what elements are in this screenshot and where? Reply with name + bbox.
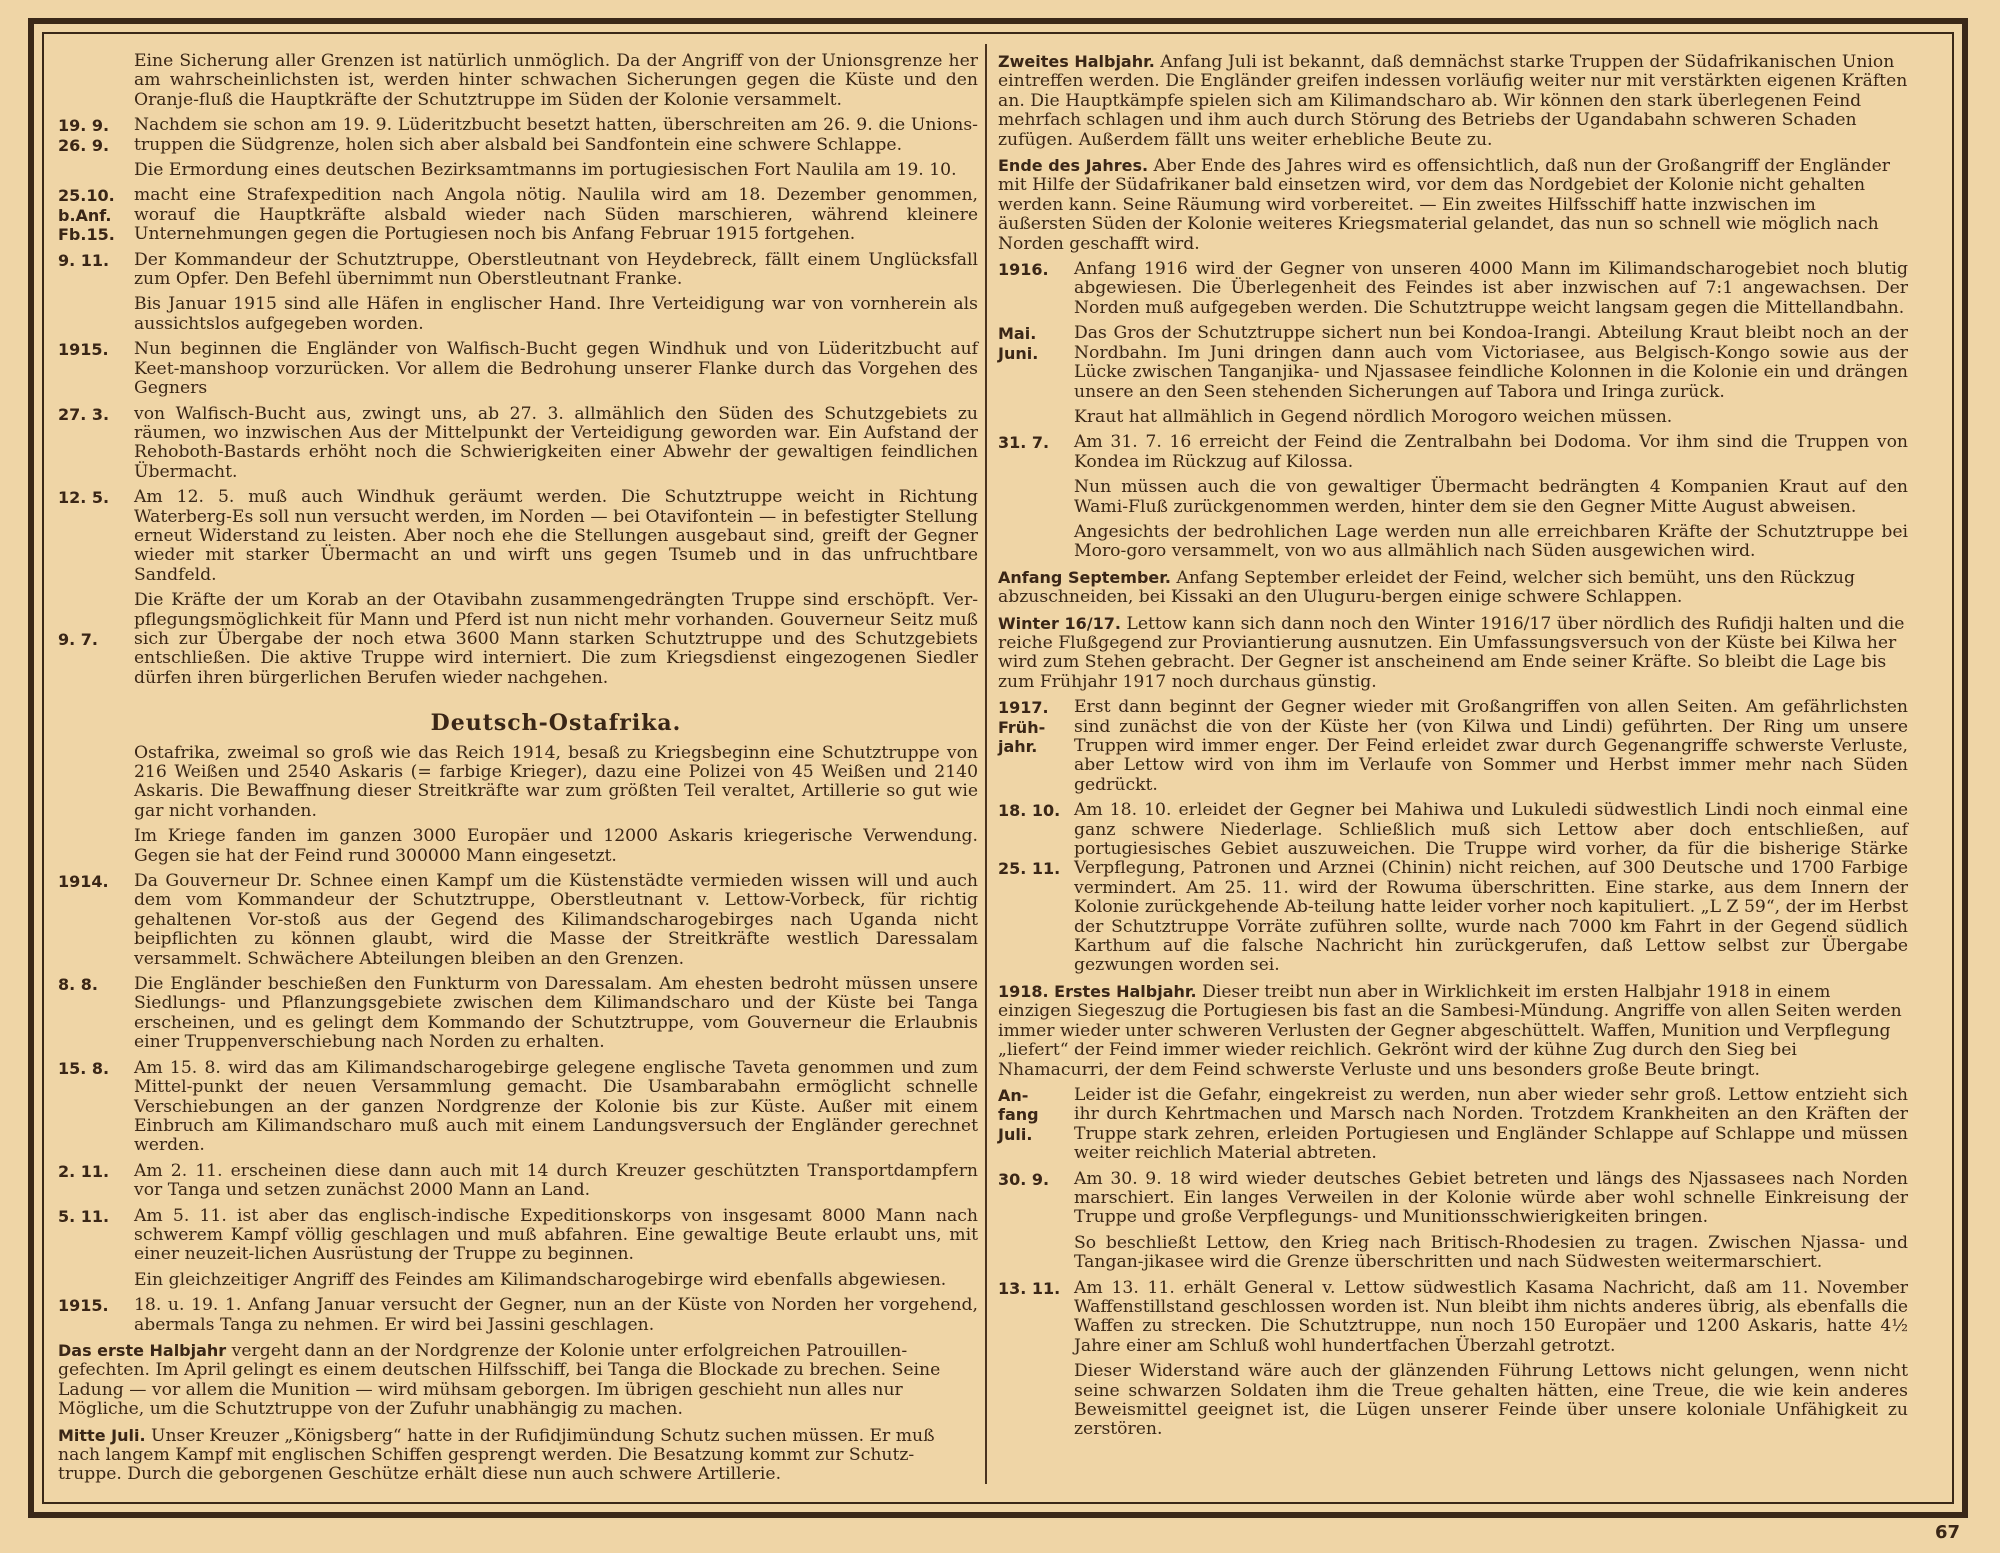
entry-date: 1915.: [58, 340, 109, 360]
entry-row: [58, 1162, 978, 1201]
entry-row: [58, 591, 978, 688]
entry-text: Die Engländer beschießen den Funkturm von Daressalam. Am ehesten bedroht müssen unsere Siedlungs- und Pflanzungsgebiete zwischen dem Kilimandscharo und der Küste bei Tanga erscheinen, und es gelingt dem Kommando der Schutztruppe, vom Gouverneur die Erlaubnis einer Truppenverschiebung nach Norden zu erhalten.: [134, 974, 978, 1053]
entry-text: Am 5. 11. ist aber das englisch-indische Expeditionskorps von insgesamt 8000 Mann nach schwerem Kampf völlig geschlagen und muß abfahren. Eine gewaltige Beute erlaubt uns, mit einer neuzeit-lichen Ausrüstung der Truppe zu beginnen.: [134, 1205, 978, 1265]
entry-text: Lettow kann sich dann noch den Winter 1916/17 über nördlich des Rufidji halten und die reiche Flußgegend zur Proviantierung ausnutzen. Ein Umfassungsversuch von der Küste bei Kilwa her wird zum Stehen gebracht. Der Gegner ist anscheinend am Ende seiner Kräfte. So bleibt die Lage bis zum Frühjahr 1917 noch durchaus günstig.: [998, 613, 1905, 692]
entry-text: Die Ermordung eines deutschen Bezirksamtmanns im portugiesischen Fort Naulila am 19. 10.: [134, 160, 957, 181]
entry-text: Der Kommandeur der Schutztruppe, Oberstleutnant von Heydebreck, fällt einem Unglücksfall zum Opfer. Den Befehl übernimmt nun Oberstleutnant Franke.: [134, 249, 978, 290]
page-number: 67: [1934, 1522, 1960, 1543]
entry-row: [58, 116, 978, 155]
entry-text: Dieser Widerstand wäre auch der glänzenden Führung Lettows nicht gelungen, wenn nicht seine schwarzen Soldaten ihm die Treue gehalten hätten, eine Treue, die wie kein anderes Beweismittel geeignet ist, die Lügen unserer Feinde über unsere koloniale Unfähigkeit zu zerstören.: [1074, 1361, 1908, 1440]
entry-row: [58, 161, 978, 180]
entry-row: [998, 614, 1908, 693]
entry-date: 8. 8.: [58, 975, 98, 995]
entry-row: [998, 1279, 1908, 1357]
entry-date: [58, 161, 134, 180]
column-divider: [985, 44, 987, 1484]
entry-date: 15. 8.: [58, 1058, 110, 1078]
entry-text: Bis Januar 1915 sind alle Häfen in englischer Hand. Ihre Verteidigung war von vornherein als aussichtslos aufgegeben worden.: [134, 294, 978, 334]
entry-date: 27. 3.: [58, 404, 110, 424]
entry-text: Am 12. 5. muß auch Windhuk geräumt werden. Die Schutztruppe weicht in Richtung Waterberg-Es soll nun versucht werden, im Norden — bei Otavifontein — in befestigter Stellung erneut Widerstand zu leisten. Aber noch ehe die Stellungen ausgebaut sind, greift der Gegner wieder mit starker Übermacht an und wirft uns gegen Tsumeb und in das unfruchtbare Sandfeld.: [134, 487, 978, 585]
entry-row: [998, 1234, 1908, 1273]
entry-text: Da Gouverneur Dr. Schnee einen Kampf um die Küstenstädte vermieden wissen will und auch dem vom Kommandeur der Schutztruppe, Oberstleutnant v. Lettow-Vorbeck, für richtig gehaltenen Vor-stoß aus der Gegend des Kilimandscharogebirges nach Uganda nicht beipflichten zu können glaubt, wird die Masse der Streitkräfte westlich Daressalam versammelt. Schwächere Abteilungen bleiben an den Grenzen.: [134, 871, 978, 969]
entry-date: 18. 10. 25. 11.: [998, 801, 1061, 879]
entry-row: [58, 295, 978, 334]
section-title: Deutsch-Ostafrika.: [430, 710, 682, 737]
entry-row: [58, 1059, 978, 1156]
entry-text: Am 30. 9. 18 wird wieder deutsches Gebiet betreten und längs des Njassasees nach Norden marschiert. Ein langes Verweilen in der Kolonie würde aber wohl schnelle Einkreisung der Truppe und große Verpflegungs- und Munitionsschwierigkeiten bringen.: [1074, 1168, 1908, 1228]
entry-row: [998, 1170, 1908, 1228]
entry-lead-label: Zweites Halbjahr.: [998, 52, 1155, 71]
entry-text: So beschließt Lettow, den Krieg nach Britisch-Rhodesien zu tragen. Zwischen Njassa- und Tangan-jikasee wird die Grenze überschritten und nach Südwesten weitermarschiert.: [1074, 1232, 1908, 1273]
entry-text: vergeht dann an der Nordgrenze der Kolonie unter erfolgreichen Patrouillen-gefechten. Im April gelingt es einem deutschen Hilfsschiff, bei Tanga die Blockade zu brechen. Seine Ladung — vor allem die Munition — wird mühsam geborgen. Im übrigen geschieht nun alles nur Mögliche, um die Schutztruppe von der Zufuhr unabhängig zu machen.: [58, 1340, 941, 1420]
entry-text: Am 2. 11. erscheinen diese dann auch mit 14 durch Kreuzer geschützten Transportdampfern vor Tanga und setzen zunächst 2000 Mann an Land.: [134, 1160, 978, 1201]
entry-row: [58, 1207, 978, 1265]
entry-row: [998, 260, 1908, 318]
entry-date: [998, 523, 1074, 562]
entry-date: [998, 1234, 1074, 1273]
entry-date: 9. 11.: [58, 250, 110, 270]
entry-date: [998, 408, 1074, 427]
entry-date: An- fang Juli.: [998, 1085, 1039, 1144]
entry-text: Die Kräfte der um Korab an der Otavibahn zusammengedrängten Truppe sind erschöpft. Ver-pflegungsmöglichkeit für Mann und Pferd ist nun nicht mehr vorhanden. Gouverneur Seitz muß sich zur Übergabe der noch etwa 3600 Mann starken Schutztruppe und des Schutzgebiets entschließen. Die aktive Truppe wird interniert. Die zum Kriegsdienst eingezogenen Siedler dürfen ihren bürgerlichen Berufen wieder nachgehen.: [134, 590, 978, 688]
entry-text: Am 13. 11. erhält General v. Lettow südwestlich Kasama Nachricht, daß am 11. November Waffenstillstand geschlossen worden ist. Nun bleibt ihm nichts anderes übrig, als ebenfalls die Waffen zu strecken. Die Schutztruppe, nun noch 150 Europäer und 1200 Askaris, hatte 4½ Jahre einer am Schluß wohl hundertfachen Überzahl getrotzt.: [1074, 1277, 1908, 1356]
entry-text: Erst dann beginnt der Gegner wieder mit Großangriffen von allen Seiten. Am gefährlichsten sind zunächst die von der Küste her (von Kilwa und Lindi) geführten. Der Ring um unsere Truppen wird immer enger. Der Feind erleidet zwar durch Gegenangriffe schwerste Verluste, aber Lettow wird von ihm im Verlaufe von Sommer und Herbst immer mehr nach Süden gedrückt.: [1074, 697, 1908, 795]
left-column: [58, 52, 978, 1491]
entry-row: [58, 872, 978, 969]
entry-text: Angesichts der bedrohlichen Lage werden nun alle erreichbaren Kräfte der Schutztruppe bei Moro-goro versammelt, von wo aus allmählich nach Süden ausgewichen wird.: [1074, 521, 1908, 562]
entry-date: 19. 9. 26. 9.: [58, 116, 110, 155]
entry-date: 2. 11.: [58, 1161, 110, 1181]
entry-text: Das Gros der Schutztruppe sichert nun bei Kondoa-Irangi. Abteilung Kraut bleibt noch an der Nordbahn. Im Juni dringen dann auch vom Victoriasee, aus Belgisch-Kongo sowie aus der Lücke zwischen Tanganjika- und Njassasee feindliche Kolonnen in die Kolonie ein und drängen unsere an den Seen stehenden Sicherungen auf Tabora und Iringa zurück.: [1074, 323, 1908, 402]
entry-text: Kraut hat allmählich in Gegend nördlich Morogoro weichen müssen.: [1074, 406, 1673, 427]
entry-row: [58, 975, 978, 1053]
entry-date: 1916.: [998, 260, 1049, 280]
entry-date: 1917. Früh- jahr.: [998, 698, 1049, 756]
entry-date: [998, 478, 1074, 517]
entry-text: Am 18. 10. erleidet der Gegner bei Mahiwa und Lukuledi südwestlich Lindi noch einmal eine ganz schwere Niederlage. Schließlich muß sich Lettow aber doch entschließen, auf portugiesisches Gebiet auszuweichen. Die Truppe wird vorher, da für die bisherige Stärke Verpflegung, Patronen und Arznei (Chinin) nicht reichen, auf 300 Deutsche und 1700 Farbige vermindert. Am 25. 11. wird der Rowuma überschritten. Eine starke, aus dem Innern der Kolonie zurückgehende Ab-teilung hatte leider vorher noch kapituliert. „L Z 59“, der im Herbst der Schutztruppe Vorräte zuführen sollte, wurde nach 7000 km Fahrt in der Gegend südlich Karthum auf die falsche Nachricht hin zurückgerufen, daß Lettow selbst zur Übergabe gezwungen worden sei.: [1074, 800, 1908, 976]
entry-row: [58, 1341, 978, 1420]
entry-row: [998, 433, 1908, 472]
entry-row: [998, 52, 1908, 150]
entry-text: Ein gleichzeitiger Angriff des Feindes am Kilimandscharogebirge wird ebenfalls abgewiesen.: [134, 1269, 947, 1290]
entry-date: [998, 1362, 1074, 1440]
entry-row: [998, 568, 1908, 608]
entry-text: Nun müssen auch die von gewaltiger Übermacht bedrängten 4 Kompanien Kraut auf den Wami-Fluß zurückgenommen werden, hinter dem sie den Gegner Mitte August abweisen.: [1074, 477, 1908, 517]
entry-date: 9. 7.: [58, 629, 98, 649]
entry-lead-label: Winter 16/17.: [998, 613, 1121, 633]
entry-row: [998, 523, 1908, 562]
entry-date: 1915.: [58, 1296, 109, 1316]
entry-date: Mai. Juni.: [998, 324, 1039, 363]
left-intro: Eine Sicherung aller Grenzen ist natürlich unmöglich. Da der Angriff von der Unionsgrenze her am wahrscheinlichsten ist, werden hinter schwachen Sicherungen gegen die Küste und den Oranje-fluß die Hauptkräfte der Schutztruppe im Süden der Kolonie versammelt.: [134, 51, 978, 110]
entry-date: 1914.: [58, 872, 109, 892]
entry-row: [998, 1086, 1908, 1164]
right-column: [998, 52, 1908, 1446]
entry-row: [58, 340, 978, 398]
entry-text: Nachdem sie schon am 19. 9. Lüderitzbucht besetzt hatten, überschreiten am 26. 9. die Unions-truppen die Südgrenze, holen sich aber alsbald bei Sandfontein eine schwere Schlappe.: [134, 115, 978, 155]
entry-text: Unser Kreuzer „Königsberg“ hatte in der Rufidjimündung Schutz suchen müssen. Er muß nach langem Kampf mit englischen Schiffen gesprengt werden. Die Besatzung kommt zur Schutz-truppe. Durch die geborgenen Geschütze erhält diese nun auch schwere Artillerie.: [58, 1425, 935, 1485]
entry-date: 13. 11.: [998, 1278, 1061, 1298]
entry-lead-label: Ende des Jahres.: [998, 156, 1149, 176]
entry-row: [58, 488, 978, 585]
entry-date: 12. 5.: [58, 488, 110, 508]
entry-row: [58, 1426, 978, 1485]
ostafrika-intro: Im Kriege fanden im ganzen 3000 Europäer und 12000 Askaris kriegerische Verwendung. Gegen sie hat der Feind rund 300000 Mann eingesetzt.: [134, 826, 978, 866]
entry-date: 30. 9.: [998, 1169, 1050, 1189]
entry-date: 31. 7.: [998, 433, 1050, 453]
entry-row: [58, 405, 978, 483]
entry-row: [998, 156, 1908, 254]
entry-lead-label: Das erste Halbjahr: [58, 1340, 227, 1360]
entry-lead-label: 1918. Erstes Halbjahr.: [998, 981, 1197, 1001]
entry-row: [998, 698, 1908, 795]
entry-row: [998, 1362, 1908, 1440]
entry-text: Leider ist die Gefahr, eingekreist zu werden, nun aber wieder sehr groß. Lettow entzieht sich ihr durch Kehrtmachen und Marsch nach Norden. Trotzdem Krankheiten an den Kräften der Truppe stark zehren, erleiden Portugiesen und Engländer Schlappe auf Schlappe und müssen weiter reichlich Material abtreten.: [1074, 1084, 1908, 1164]
entry-text: Aber Ende des Jahres wird es offensichtlich, daß nun der Großangriff der Engländer mit Hilfe der Südafrikaner bald einsetzen wird, vor dem das Nordgebiet der Kolonie nicht gehalten werden kann. Seine Räumung wird vorbereitet. — Ein zweites Hilfsschiff hatte inzwischen im äußersten Süden der Kolonie weiteres Kriegsmaterial gelandet, das nun so schnell wie möglich nach Norden geschafft wird.: [998, 156, 1890, 254]
entry-text: Am 15. 8. wird das am Kilimandscharogebirge gelegene englische Taveta genommen und zum Mittel-punkt der neuen Versammlung gemacht. Die Usambarabahn ermöglicht schnelle Verschiebungen an der ganzen Nordgrenze der Kolonie bis zur Küste. Außer mit einem Einbruch am Kilimandscharo muß auch mit einem Landungsversuch der Engländer gerechnet werden.: [134, 1057, 978, 1156]
entry-lead-label: Mitte Juli.: [58, 1425, 146, 1445]
entry-row: [58, 251, 978, 290]
entry-row: [998, 408, 1908, 427]
entry-text: Anfang 1916 wird der Gegner von unseren 4000 Mann im Kilimandscharogebiet noch blutig abgewiesen. Die Überlegenheit des Feindes ist aber inzwischen auf 7:1 angewachsen. Der Norden muß aufgegeben werden. Die Schutztruppe weicht langsam gegen die Mittellandbahn.: [1074, 259, 1908, 318]
entry-text: von Walfisch-Bucht aus, zwingt uns, ab 27. 3. allmählich den Süden des Schutzgebiets zu räumen, wo inzwischen Aus der Mittelpunkt der Verteidigung geworden war. Ein Aufstand der Rehoboth-Bastards erhöht noch die Schwierigkeiten einer Abwehr der gewaltigen feindlichen Übermacht.: [134, 403, 978, 482]
entry-lead-label: Anfang September.: [998, 567, 1171, 587]
entry-date: 5. 11.: [58, 1206, 110, 1226]
entry-date: [58, 295, 134, 334]
entry-date: [58, 1271, 134, 1290]
entry-text: Am 31. 7. 16 erreicht der Feind die Zentralbahn bei Dodoma. Vor ihm sind die Truppen von Kondea im Rückzug auf Kilossa.: [1074, 432, 1908, 472]
entry-row: [998, 982, 1908, 1080]
entry-date: 25.10. b.Anf. Fb.15.: [58, 186, 115, 245]
entry-row: [58, 1271, 978, 1290]
entry-row: [58, 186, 978, 244]
entry-text: Anfang Juli ist bekannt, daß demnächst starke Truppen der Südafrikanischen Union eintreffen werden. Die Engländer greifen indessen vorläufig weiter nur mit verstärkten eigenen Kräften an. Die Hauptkämpfe spielen sich am Kilimandscharo ab. Wir können den stark überlegenen Feind mehrfach schlagen und ihm auch durch Störung des Betriebs der Ugandabahn schweren Schaden zufügen. Außerdem fällt uns weiter erhebliche Beute zu.: [998, 52, 1908, 150]
entry-text: Anfang September erleidet der Feind, welcher sich bemüht, uns den Rückzug abzuschneiden, bei Kissaki an den Uluguru-bergen einige schwere Schlappen.: [998, 567, 1855, 608]
entry-text: 18. u. 19. 1. Anfang Januar versucht der Gegner, nun an der Küste von Norden her vorgehend, abermals Tanga zu nehmen. Er wird bei Jassini geschlagen.: [134, 1295, 978, 1335]
entry-row: [998, 324, 1908, 402]
entry-row: [998, 801, 1908, 976]
ostafrika-intro: Ostafrika, zweimal so groß wie das Reich 1914, besaß zu Kriegsbeginn eine Schutztruppe von 216 Weißen und 2540 Askaris (= farbige Krieger), dazu eine Polizei von 45 Weißen und 2140 Askaris. Die Bewaffnung dieser Streitkräfte war zum größten Teil veraltet, Artillerie so gut wie gar nicht vorhanden.: [134, 742, 978, 821]
entry-text: Dieser treibt nun aber in Wirklichkeit im ersten Halbjahr 1918 in einem einzigen Siegeszug die Portugiesen bis fast an die Sambesi-Mündung. Angriffe von allen Seiten werden immer wieder unter schweren Verlusten der Gegner abgeschüttelt. Waffen, Munition und Verpflegung „liefert“ der Feind immer wieder reichlich. Gekrönt wird der kühne Zug durch den Sieg bei Nhamacurri, der dem Feind schwerste Verluste und uns besonders große Beute bringt.: [998, 981, 1902, 1080]
entry-text: Nun beginnen die Engländer von Walfisch-Bucht gegen Windhuk und von Lüderitzbucht auf Keet-manshoop vorzurücken. Vor allem die Bedrohung unserer Flanke durch das Vorgehen des Gegners: [134, 339, 978, 399]
entry-text: macht eine Strafexpedition nach Angola nötig. Naulila wird am 18. Dezember genommen, worauf die Hauptkräfte alsbald wieder nach Süden marschieren, während kleinere Unternehmungen gegen die Portugiesen noch bis Anfang Februar 1915 fortgehen.: [134, 185, 978, 245]
entry-row: [58, 1296, 978, 1335]
entry-row: [998, 478, 1908, 517]
